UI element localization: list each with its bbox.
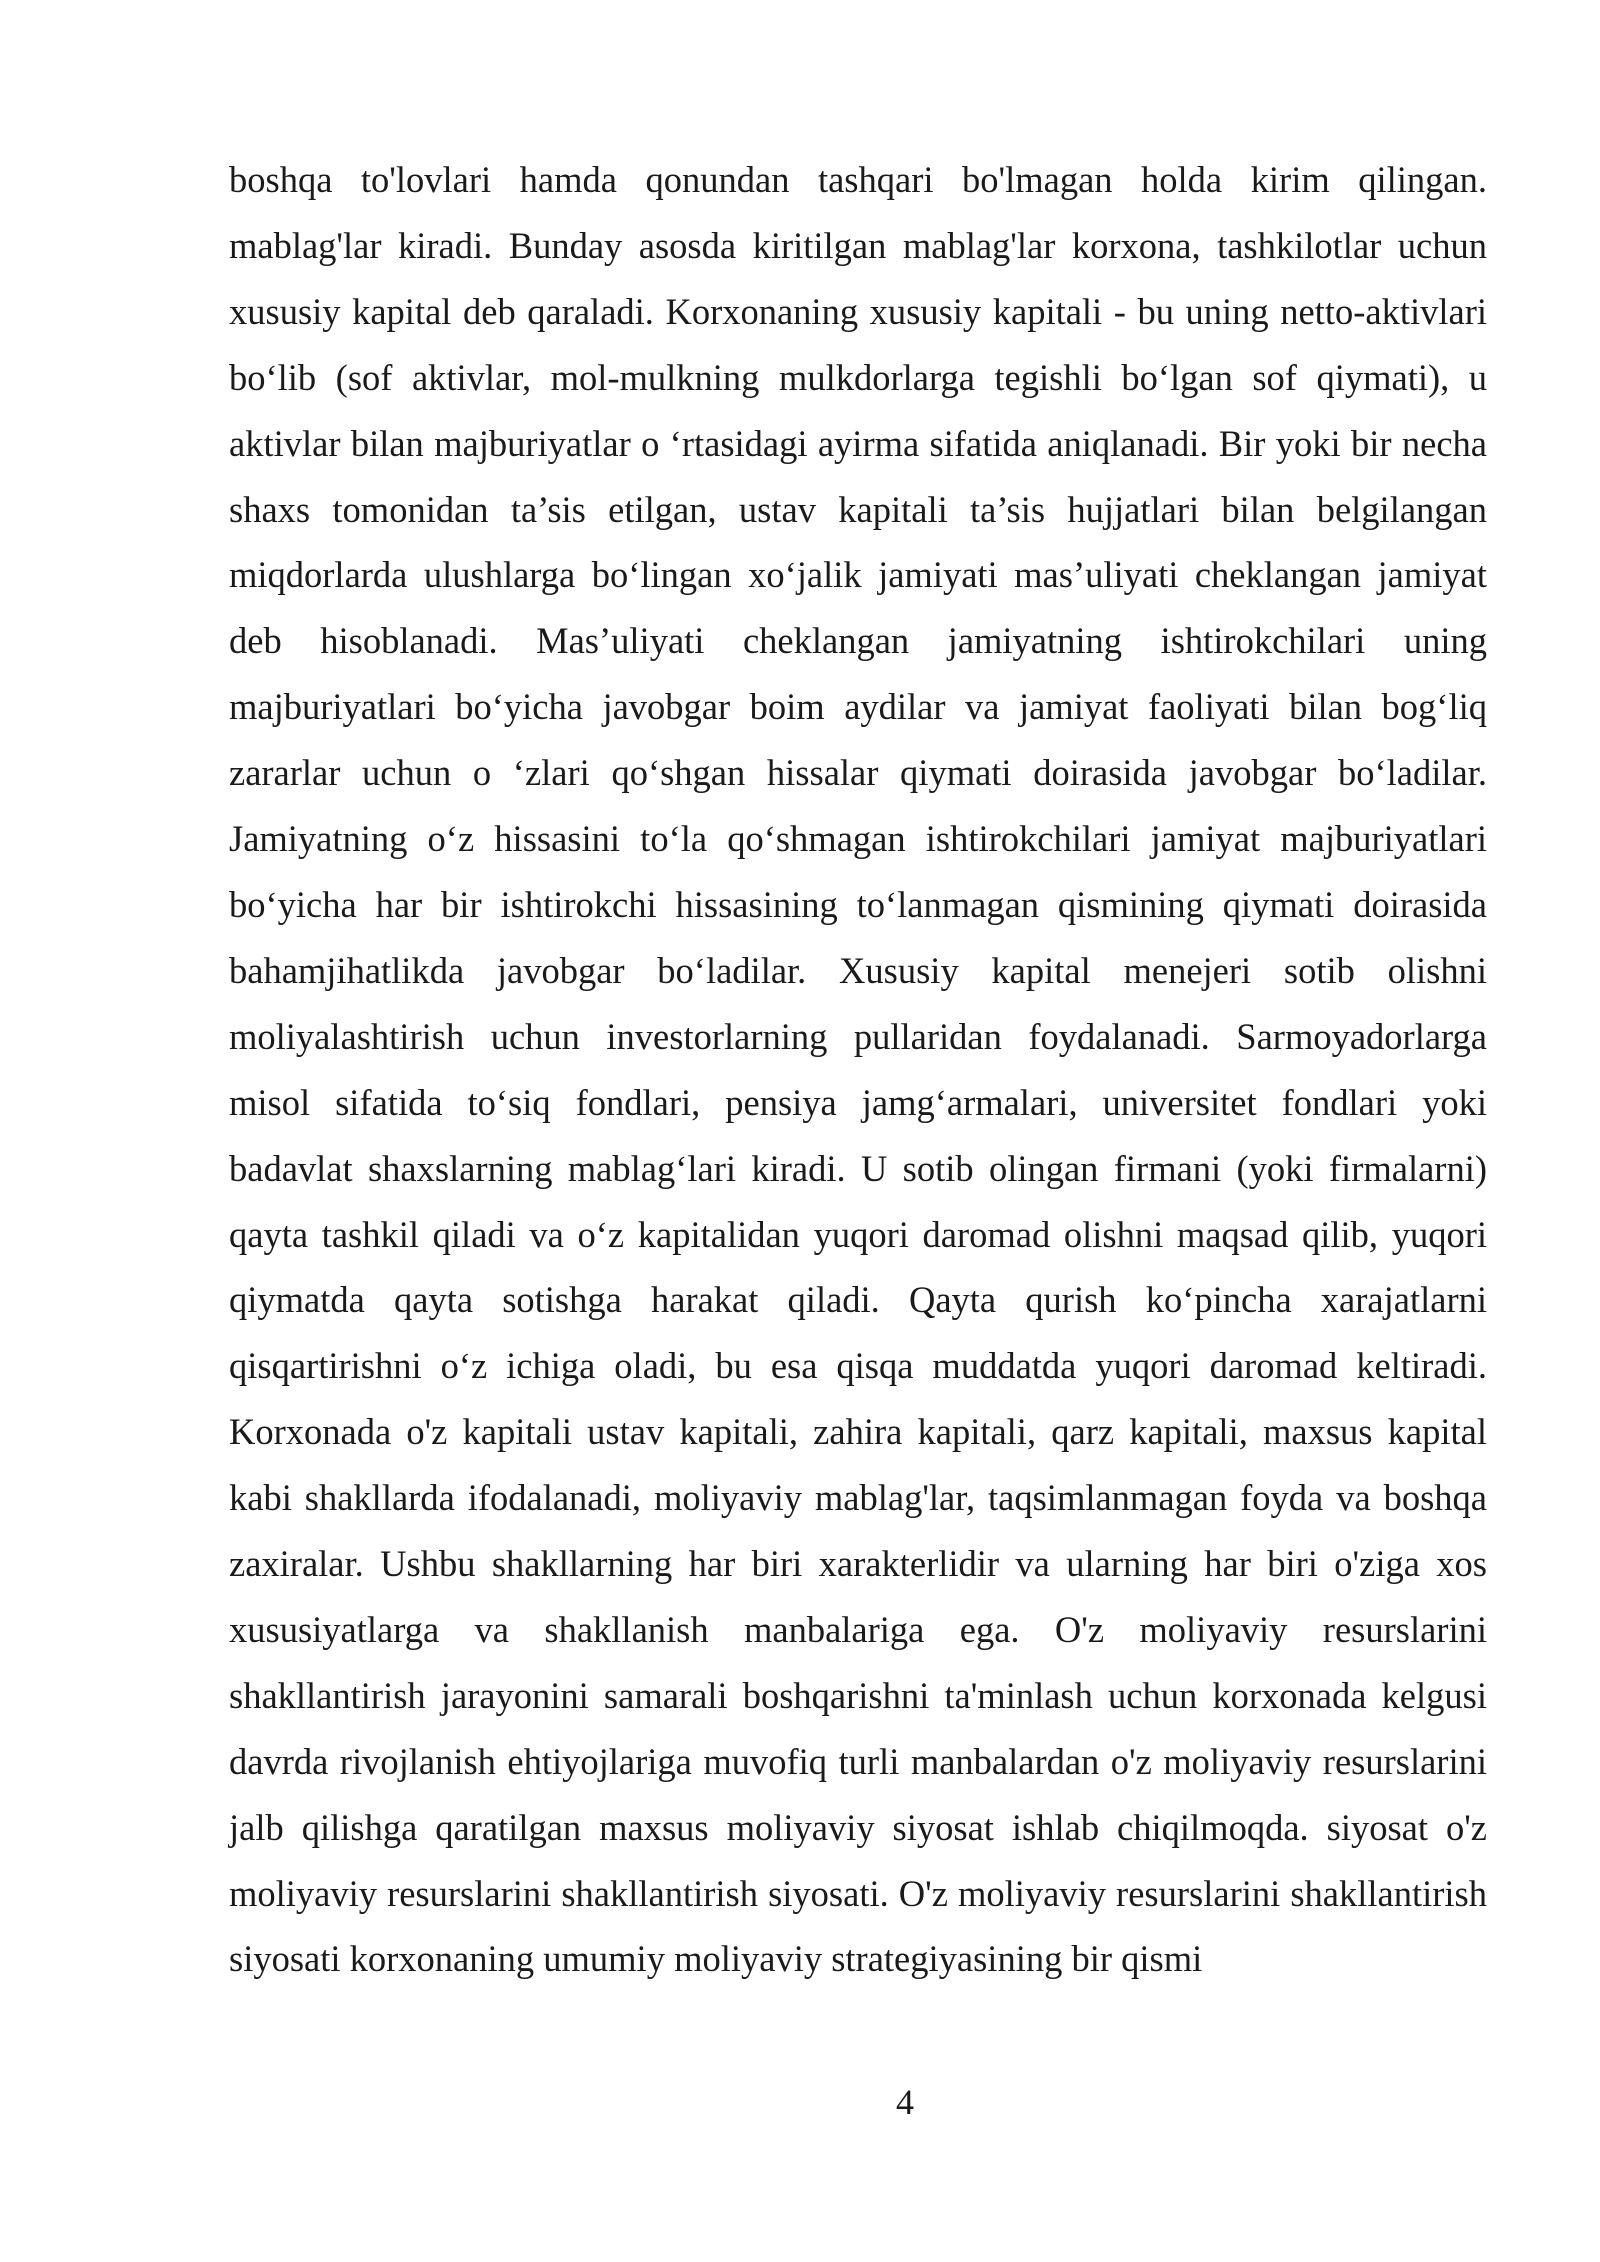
body-paragraph: boshqa to'lovlari hamda qonundan tashqari bo'lmagan holda kirim qilingan. mablag'lar kiradi. Bunday asosda kiritilgan mablag'lar korxona, tashkilotlar uchun xususiy kapital deb qaraladi. Korxonaning xususiy kapitali - bu uning netto-aktivlari bo‘lib (sof aktivlar, mol-mulkning mulkdorlarga tegishli bo‘lgan sof qiymati), u aktivlar bilan majburiyatlar o ‘rtasidagi ayirma sifatida aniqlanadi. Bir yoki bir necha shaxs tomonidan ta’sis etilgan, ustav kapitali ta’sis hujjatlari bilan belgilangan miqdorlarda ulushlarga bo‘lingan xo‘jalik jamiyati mas’uliyati cheklangan jamiyat deb hisoblanadi. Mas’uliyati cheklangan jamiyatning ishtirokchilari uning majburiyatlari bo‘yicha javobgar boim aydilar va jamiyat faoliyati bilan bog‘liq zararlar uchun o ‘zlari qo‘shgan hissalar qiymati doirasida javobgar bo‘ladilar. Jamiyatning o‘z hissasini to‘la qo‘shmagan ishtirokchilari jamiyat majburiyatlari bo‘yicha har bir ishtirokchi hissasining to‘lanmagan qismining qiymati doirasida bahamjihatlikda javobgar bo‘ladilar. Xususiy kapital menejeri sotib olishni moliyalashtirish uchun investorlarning pullaridan foydalanadi. Sarmoyadorlarga misol sifatida to‘siq fondlari, pensiya jamg‘armalari, universitet fondlari yoki badavlat shaxslarning mablag‘lari kiradi. U sotib olingan firmani (yoki firmalarni) qayta tashkil qiladi va o‘z kapitalidan yuqori daromad olishni maqsad qilib, yuqori qiymatda qayta sotishga harakat qiladi. Qayta qurish ko‘pincha xarajatlarni qisqartirishni o‘z ichiga oladi, bu esa qisqa muddatda yuqori daromad keltiradi. Korxonada o'z kapitali ustav kapitali, zahira kapitali, qarz kapitali, maxsus kapital kabi shakllarda ifodalanadi, moliyaviy mablag'lar, taqsimlanmagan foyda va boshqa zaxiralar. Ushbu shakllarning har biri xarakterlidir va ularning har biri o'ziga xos xususiyatlarga va shakllanish manbalariga ega. O'z moliyaviy resurslarini shakllantirish jarayonini samarali boshqarishni ta'minlash uchun korxonada kelgusi davrda rivojlanish ehtiyojlariga muvofiq turli manbalardan o'z moliyaviy resurslarini jalb qilishga qaratilgan maxsus moliyaviy siyosat ishlab chiqilmoqda. siyosat o'z moliyaviy resurslarini shakllantirish siyosati. O'z moliyaviy resurslarini shakllantirish siyosati korxonaning umumiy moliyaviy strategiyasining bir qismi xyxy=(229,159,1487,1980)
page-number: 4 xyxy=(896,2082,914,2122)
